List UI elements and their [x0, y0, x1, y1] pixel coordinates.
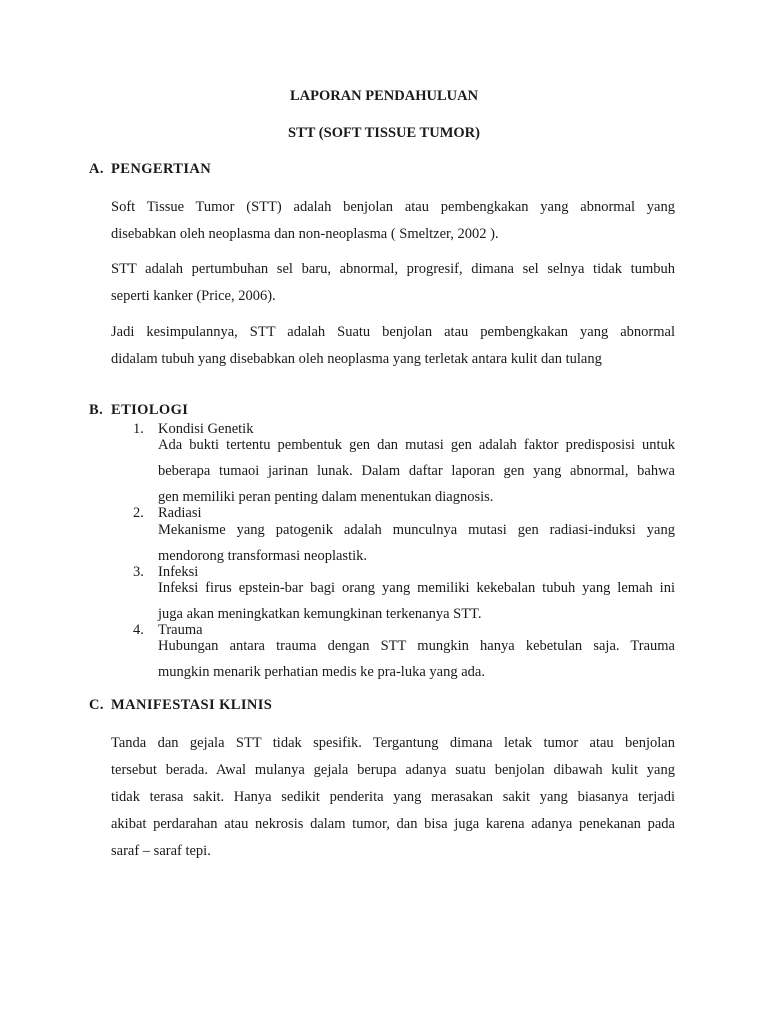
list-body-line: Ada bukti tertentu pembentuk gen dan mutasi gen adalah faktor predisposisi untuk	[158, 437, 675, 453]
list-item-number: 2.	[133, 505, 144, 521]
paragraph-line: Soft Tissue Tumor (STT) adalah benjolan atau pembengkakan yang abnormal yang	[111, 199, 675, 215]
paragraph-line: Tanda dan gejala STT tidak spesifik. Tergantung dimana letak tumor atau benjolan	[111, 735, 675, 751]
section-a-paragraph-3	[111, 319, 675, 373]
section-c-letter: C.	[89, 697, 104, 713]
section-c-paragraph	[111, 730, 675, 865]
section-a-paragraph-2	[111, 256, 675, 310]
list-body-line: beberapa tumaoi jarinan lunak. Dalam daftar laporan gen yang abnormal, bahwa	[158, 463, 675, 479]
document-subtitle: STT (SOFT TISSUE TUMOR)	[288, 125, 480, 141]
list-item-title: Kondisi Genetik	[158, 421, 254, 437]
list-body-line: gen memiliki peran penting dalam menentukan diagnosis.	[158, 489, 494, 505]
list-item-number: 1.	[133, 421, 144, 437]
paragraph-line: STT adalah pertumbuhan sel baru, abnormal, progresif, dimana sel selnya tidak tumbuh	[111, 261, 675, 277]
list-item-body	[158, 517, 675, 569]
paragraph-line: akibat perdarahan atau nekrosis dalam tumor, dan bisa juga karena adanya penekanan pada	[111, 816, 675, 832]
section-c-heading	[89, 697, 272, 714]
list-item-number: 3.	[133, 564, 144, 580]
paragraph-line: tersebut berada. Awal mulanya gejala berupa adanya suatu benjolan dibawah kulit yang	[111, 762, 675, 778]
section-a-paragraph-1	[111, 194, 675, 248]
paragraph-line: didalam tubuh yang disebabkan oleh neoplasma yang terletak antara kulit dan tulang	[111, 351, 602, 367]
document-title: LAPORAN PENDAHULUAN	[289, 88, 479, 104]
list-body-line: Mekanisme yang patogenik adalah munculnya mutasi gen radiasi-induksi yang	[158, 522, 675, 538]
list-item-body	[158, 575, 675, 627]
list-item-title: Trauma	[158, 622, 203, 638]
list-body-line: Infeksi firus epstein-bar bagi orang yang memiliki kekebalan tubuh yang lemah ini	[158, 580, 675, 596]
paragraph-line: Jadi kesimpulannya, STT adalah Suatu benjolan atau pembengkakan yang abnormal	[111, 324, 675, 340]
section-b-title: ETIOLOGI	[111, 402, 189, 418]
list-body-line: juga akan meningkatkan kemungkinan terkenanya STT.	[158, 606, 482, 622]
list-body-line: mungkin menarik perhatian medis ke pra-luka yang ada.	[158, 664, 485, 680]
paragraph-line: tidak terasa sakit. Hanya sedikit penderita yang merasakan sakit yang biasanya terjadi	[111, 789, 675, 805]
list-item-body	[158, 432, 675, 510]
list-body-line: mendorong transformasi neoplastik.	[158, 548, 367, 564]
list-item-title: Radiasi	[158, 505, 202, 521]
section-b-letter: B.	[89, 402, 104, 418]
paragraph-line: disebabkan oleh neoplasma dan non-neoplasma ( Smeltzer, 2002 ).	[111, 226, 499, 242]
section-a-heading	[89, 161, 211, 178]
list-item-number: 4.	[133, 622, 144, 638]
list-body-line: Hubungan antara trauma dengan STT mungkin hanya kebetulan saja. Trauma	[158, 638, 675, 654]
section-c-title: MANIFESTASI KLINIS	[111, 697, 273, 713]
paragraph-line: saraf – saraf tepi.	[111, 843, 211, 859]
list-item-body	[158, 633, 675, 685]
section-a-letter: A.	[89, 161, 104, 177]
section-a-title: PENGERTIAN	[111, 161, 212, 177]
paragraph-line: seperti kanker (Price, 2006).	[111, 288, 276, 304]
section-b-heading	[89, 402, 188, 419]
list-item-title: Infeksi	[158, 564, 199, 580]
